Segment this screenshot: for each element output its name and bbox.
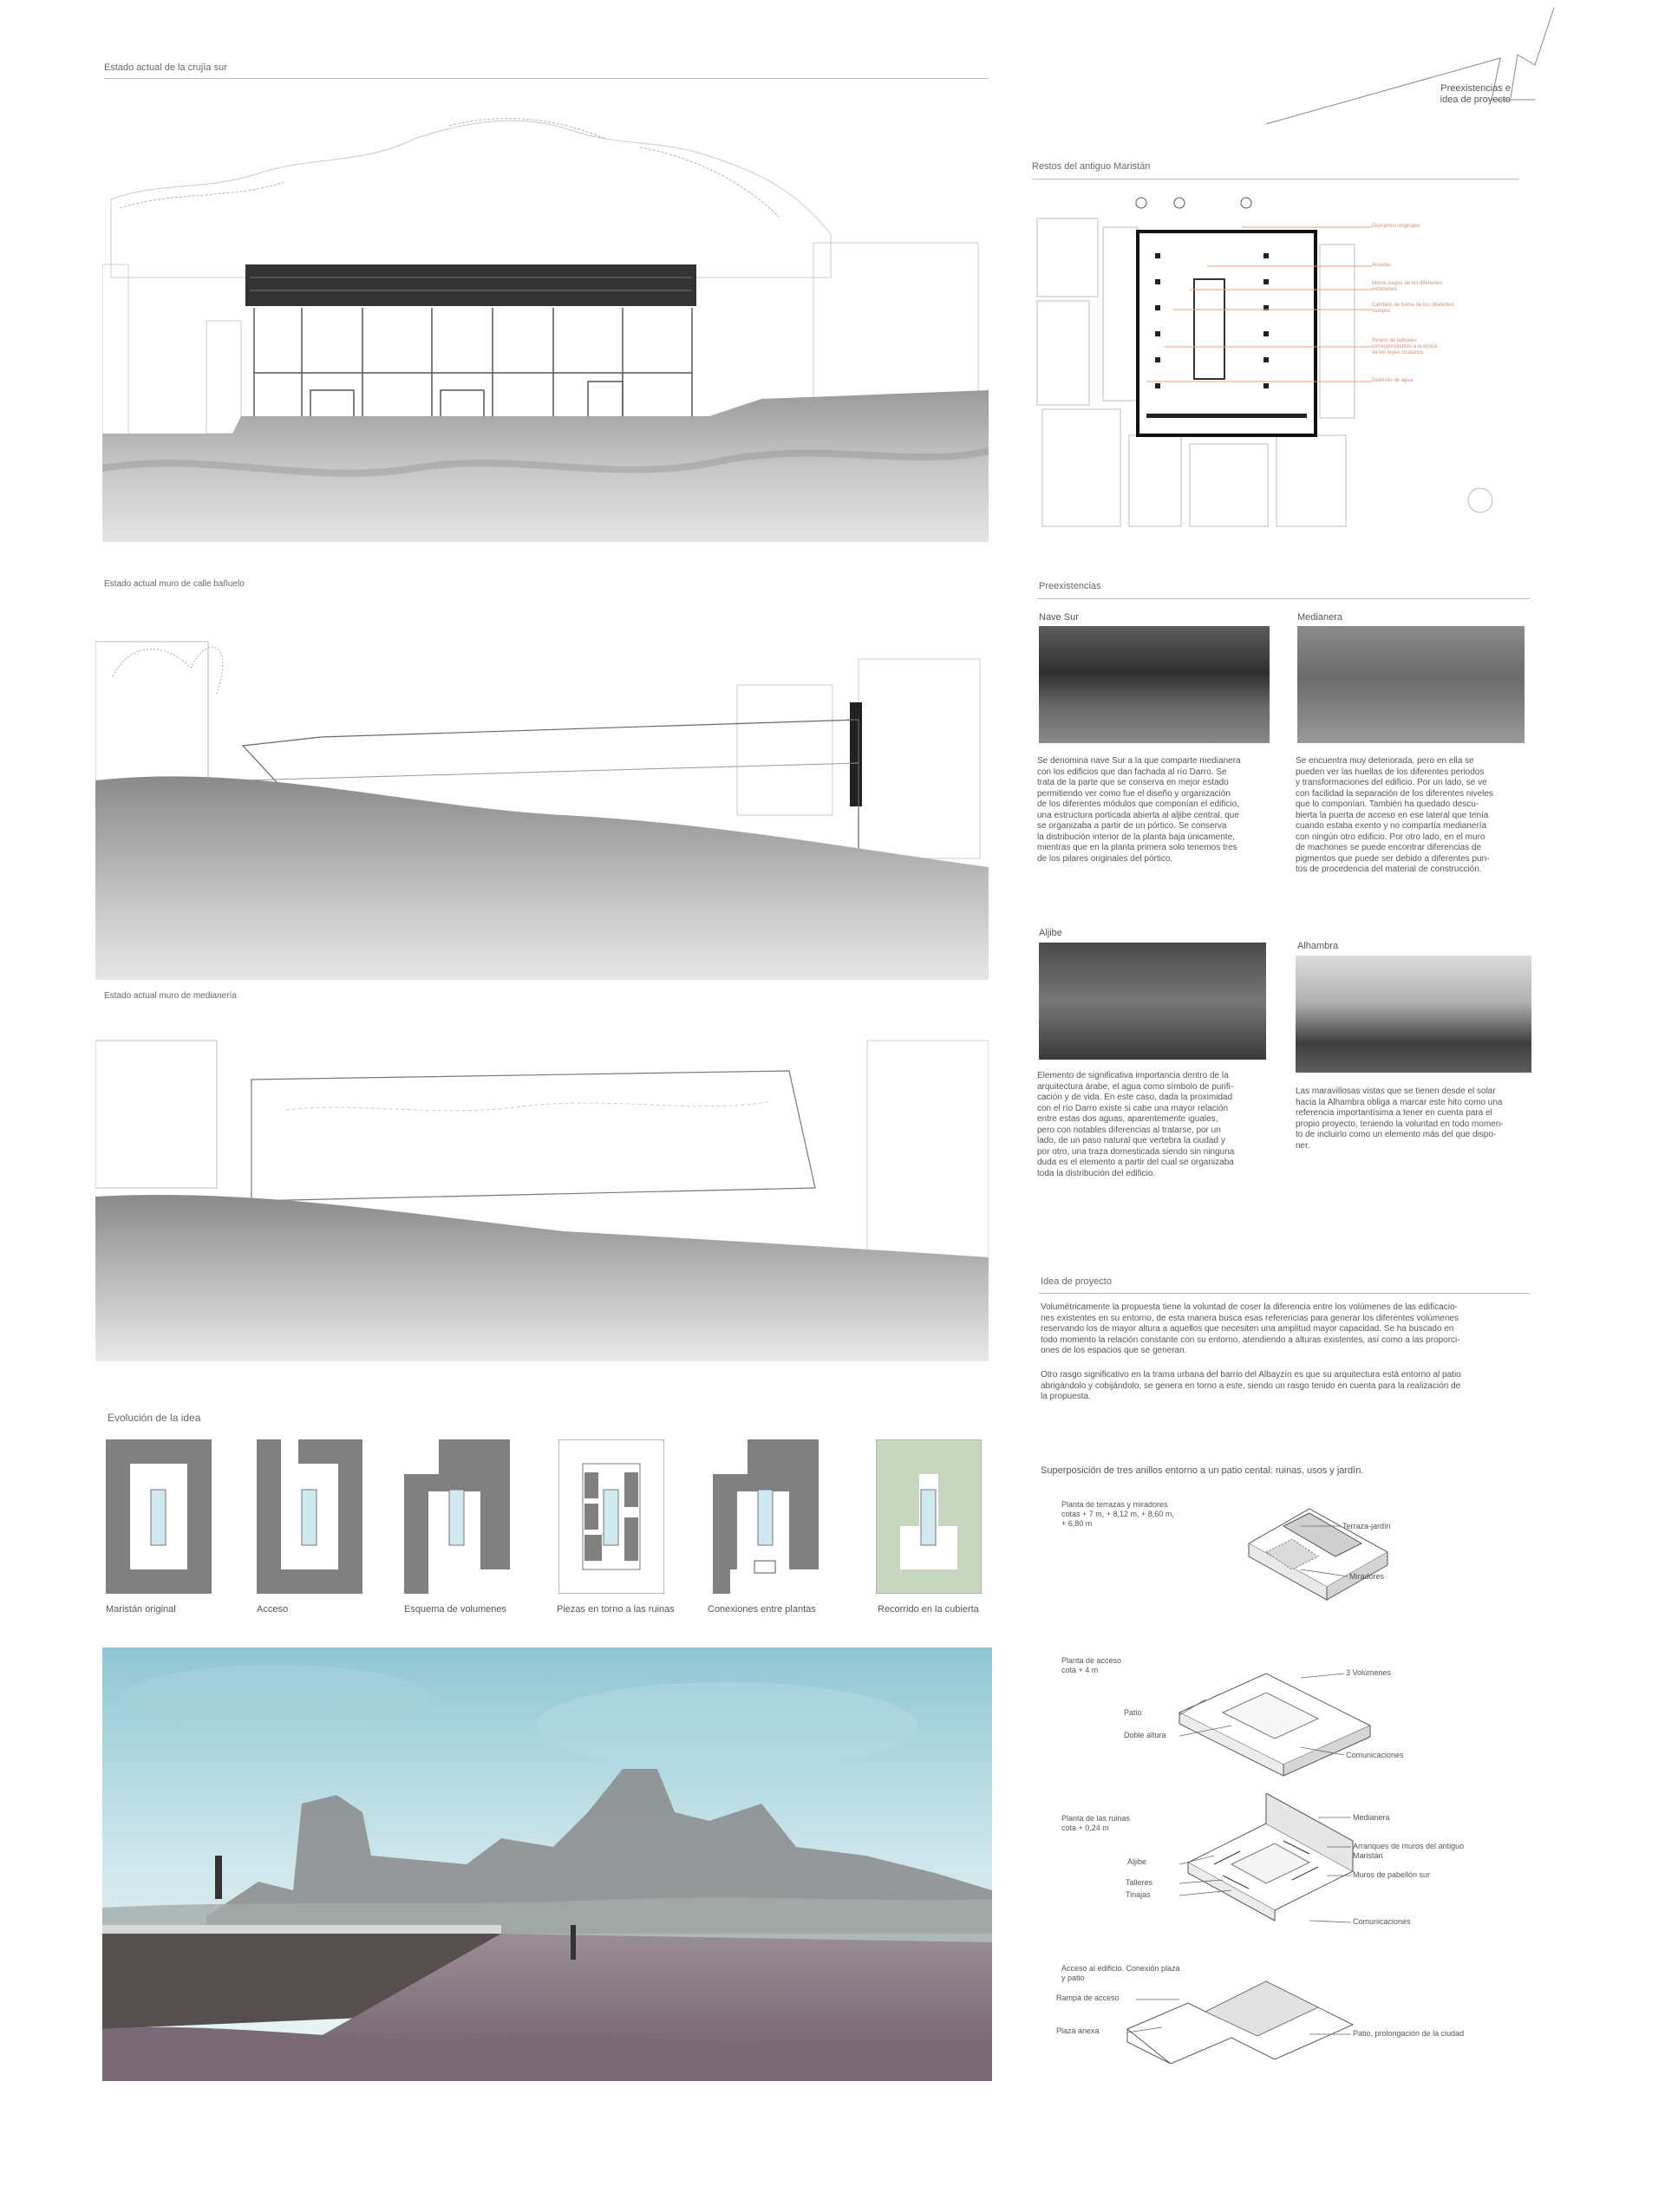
axo-callout: Rampa de acceso [1056, 1993, 1120, 2002]
plan-legend-item: Depósito de agua [1372, 378, 1414, 383]
divider [1039, 1293, 1530, 1294]
section-title-maristan-remains: Restos del antiguo Maristán [1032, 161, 1151, 172]
evolution-label: Esquema de volumenes [404, 1604, 507, 1615]
plan-legend-item: Cambios de forma de los diferentes cuerpos [1372, 303, 1454, 314]
alhambra-photo [1296, 956, 1531, 1073]
evolution-label: Acceso [257, 1604, 289, 1615]
plan-legend-item: Arcadas [1372, 263, 1392, 268]
plan-legend-item: Elementos originales [1372, 224, 1420, 229]
evolution-label: Maristán original [106, 1604, 176, 1615]
nave-sur-title: Nave Sur [1039, 612, 1079, 623]
alhambra-text: Las maravillosas vistas que se tienen desde el solar hacia la Alhambra obliga a marcar este hito como una referencia importantísima a tener en cuenta para el propio proyecto, teniendo la voluntad en todo momen- to de incluirlo como un elemento más del que dispo- ner. [1296, 1086, 1504, 1151]
axo-level-label: Planta de las ruinas cota + 0,24 m [1061, 1814, 1131, 1832]
section-title-preexistencias: Preexistencias [1039, 581, 1101, 591]
medianera-title: Medianera [1297, 612, 1342, 623]
nave-sur-text: Se denomina nave Sur a la que comparte medianera con los edificios que dan fachada al río Darro. Se trata de la parte que se conserva en mejor estado permitiendo ver como fue el diseño y organización de los diferentes módulos que componían el edificio, una estructura porticada abierta al aljibe central, que se organizaba a partir de un pórtico. Se conserva la distribución interior de la planta baja únicamente, mientras que en la planta primera solo tenemos tres de los pilares originales del pórtico. [1037, 756, 1241, 864]
axo-level-label: Acceso al edificio. Conexión plaza y patio [1061, 1964, 1180, 1982]
evolution-tile-conexiones [713, 1439, 819, 1594]
section-drawing-south-bay [102, 104, 989, 542]
axo-callout: Aljibe [1127, 1857, 1147, 1866]
perspective-render-alhambra [102, 1648, 992, 2081]
section-title-banuelo-wall: Estado actual muro de calle bañuelo [104, 579, 245, 589]
aljibe-title: Aljibe [1039, 928, 1062, 938]
axo-callout: Comunicaciones [1346, 1751, 1404, 1759]
axo-leader-lines [1041, 1509, 1388, 2064]
divider [1037, 598, 1530, 599]
axo-callout: Patio [1124, 1708, 1142, 1717]
axo-callout: Miradores [1349, 1572, 1385, 1581]
section-title-party-wall: Estado actual muro de medianería [104, 991, 237, 1001]
axo-callout: Patio, prolongación de la ciudad [1353, 2029, 1465, 2038]
axo-callout: Muros de pabellón sur [1353, 1870, 1431, 1879]
alhambra-title: Alhambra [1297, 941, 1339, 951]
axo-callout: Comunicaciones [1353, 1917, 1411, 1926]
evolution-label: Piezas en torno a las ruinas [557, 1604, 675, 1615]
axo-callout: Plaza anexa [1056, 2026, 1100, 2035]
section-drawing-party-wall [95, 1015, 989, 1361]
idea-paragraph-2: Otro rasgo significativo en la trama urbana del barrio del Albayzín es que su arquitectura está entorno al patio abrigándolo y cobijándolo, se genera en torno a este, siendo un rasgo tenido en cuenta para la realización de la propuesta. [1041, 1370, 1461, 1401]
aljibe-text: Elemento de significativa importancia dentro de la arquitectura árabe, el agua como símbolo de purifi- cación y de vida. En este caso, dada la proximidad con el río Darro existe si cabe una mayor relación entre estas dos aguas, aparentemente iguales, pero con notables diferencias al tratarse, por un lado, de un paso natural que vertebra la ciudad y por otro, una traza domesticada siendo sin ninguna duda es el elemento a partir del cual se organizaba toda la distribución del edificio. [1037, 1071, 1235, 1178]
axo-callout: Talleres [1126, 1878, 1153, 1887]
section-drawing-banuelo-wall [95, 607, 989, 980]
medianera-photo [1297, 626, 1525, 743]
evolution-label: Recorrido en la cubierta [878, 1604, 979, 1615]
axo-callout: Medianera [1353, 1813, 1390, 1822]
plan-legend-item: Restos de tabiques correspondientes a la época de los reyes cristianos [1372, 338, 1438, 356]
evolution-tile-esquema [404, 1439, 510, 1594]
sheet-title: Preexistencias e idea de proyecto [1440, 83, 1511, 105]
evolution-tile-maristan-original [106, 1439, 212, 1594]
evolution-tile-piezas [558, 1439, 664, 1594]
aljibe-photo [1039, 943, 1266, 1060]
section-title-south-bay: Estado actual de la crujía sur [104, 62, 227, 73]
nave-sur-photo [1039, 626, 1270, 743]
evolution-tile-recorrido [876, 1439, 982, 1594]
section-title-idea: Idea de proyecto [1041, 1276, 1112, 1287]
evolution-label: Conexiones entre plantas [708, 1604, 816, 1615]
divider [104, 78, 989, 79]
axo-callout: Tinajas [1126, 1890, 1151, 1899]
evolution-tile-acceso [257, 1439, 362, 1594]
axo-callout: Terraza-jardín [1342, 1522, 1391, 1530]
section-title-evolution: Evolución de la idea [108, 1412, 201, 1424]
axo-callout: Arranques de muros del antiguo Maristán [1353, 1842, 1465, 1860]
maristan-plan [1034, 192, 1493, 535]
axo-level-label: Planta de terrazas y miradores cotas + 7 m, + 8,12 m, + 8,60 m, + 6,80 m [1061, 1500, 1174, 1528]
plan-legend-item: Muros ciegos de los diferentes volúmenes [1372, 281, 1443, 292]
axo-callout: 3 Volúmenes [1346, 1668, 1392, 1677]
idea-paragraph-1: Volumétricamente la propuesta tiene la voluntad de coser la diferencia entre los volúmenes de las edificacio- nes existentes en su entorno, de esta manera busca esas referencias para generar los diferentes volúmenes reservando los de mayor altura a aquellos que necesiten una amplitud mayor capacidad. Se ha buscado en todo momento la relación constante con su entorno, atendiendo a alturas existentes, así como a las proporci- ones de los espacios que se generan. [1041, 1302, 1460, 1355]
medianera-text: Se encuentra muy deteriorada, pero en ella se pueden ver las huellas de los diferentes periodos y transformaciones del edificio. Por un lado, se ve con facilidad la separación de los diferentes niveles que lo componían. También ha quedado descu- bierta la puerta de acceso en ese lateral que tenía cuando estaba exento y no compartía medianería con ningún otro edificio. Por otro lado, en el muro de machones se puede encontrar diferencias de pigmentos que puede ser debido a diferentes pun- tos de procedencia del material de construcción. [1296, 756, 1493, 874]
superposition-title: Superposición de tres anillos entorno a un patio cental: ruinas, usos y jardín. [1041, 1465, 1364, 1476]
axo-callout: Doble altura [1124, 1731, 1166, 1739]
header-corner-lines [1249, 4, 1561, 130]
axo-level-label: Planta de acceso cota + 4 m [1061, 1656, 1122, 1674]
